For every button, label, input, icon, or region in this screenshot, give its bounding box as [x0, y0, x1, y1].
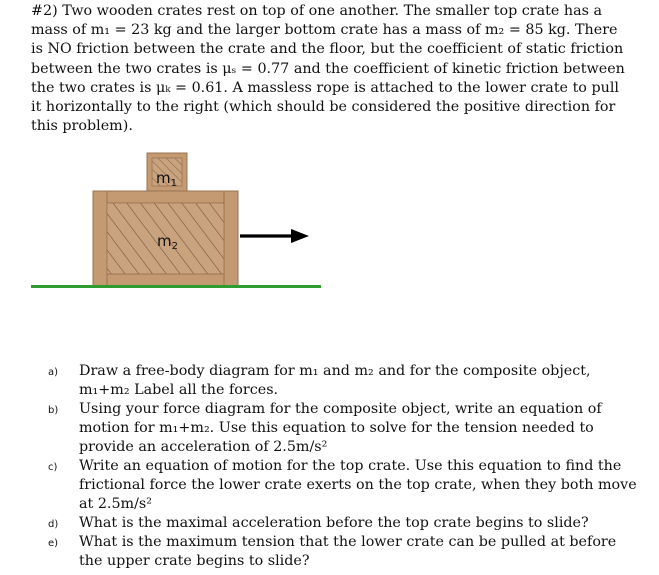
top-crate: [147, 153, 187, 191]
bottom-crate-label: $m_2$: [157, 232, 178, 252]
pull-arrow: [240, 229, 309, 243]
question-item: [48, 400, 638, 457]
question-text: Draw a free-body diagram for m₁ and m₂ and for the composite object, m₁+m₂ Label all the forces.: [79, 363, 591, 398]
question-list: [48, 362, 638, 571]
crates-figure: [0, 145, 340, 295]
bottom-crate: [93, 191, 238, 286]
question-item: [48, 533, 638, 571]
question-item: [48, 457, 638, 514]
question-text: Using your force diagram for the composite object, write an equation of motion for m₁+m₂. Use this equation to solve for the tension needed to provide an acceleration of 2.5m/s²: [79, 401, 602, 455]
question-text: Write an equation of motion for the top crate. Use this equation to find the frictional force the lower crate exerts on the top crate, when they both move at 2.5m/s²: [79, 458, 637, 512]
question-text: What is the maximum tension that the lower crate can be pulled at before the upper crate begins to slide?: [79, 534, 617, 569]
question-letter: d): [48, 519, 59, 530]
question-letter: b): [48, 405, 59, 416]
top-crate-label: $m_1$: [156, 169, 177, 189]
question-item: [48, 514, 638, 533]
question-letter: a): [48, 367, 59, 378]
question-text: What is the maximal acceleration before the top crate begins to slide?: [79, 515, 589, 531]
question-item: [48, 362, 638, 400]
problem-statement: #2) Two wooden crates rest on top of one another. The smaller top crate has a mass of m₁ = 23 kg and the larger bottom crate has a mass of m₂ = 85 kg. There is NO friction between the crate and the floor, but the coefficient of static friction between the two crates is μₛ = 0.77 and the coefficient of kinetic friction between the two crates is μₖ = 0.61. A massless rope is attached to the lower crate to pull it horizontally to the right (which should be considered the positive direction for this problem).: [31, 3, 625, 135]
question-letter: c): [48, 462, 58, 473]
question-letter: e): [48, 538, 59, 549]
